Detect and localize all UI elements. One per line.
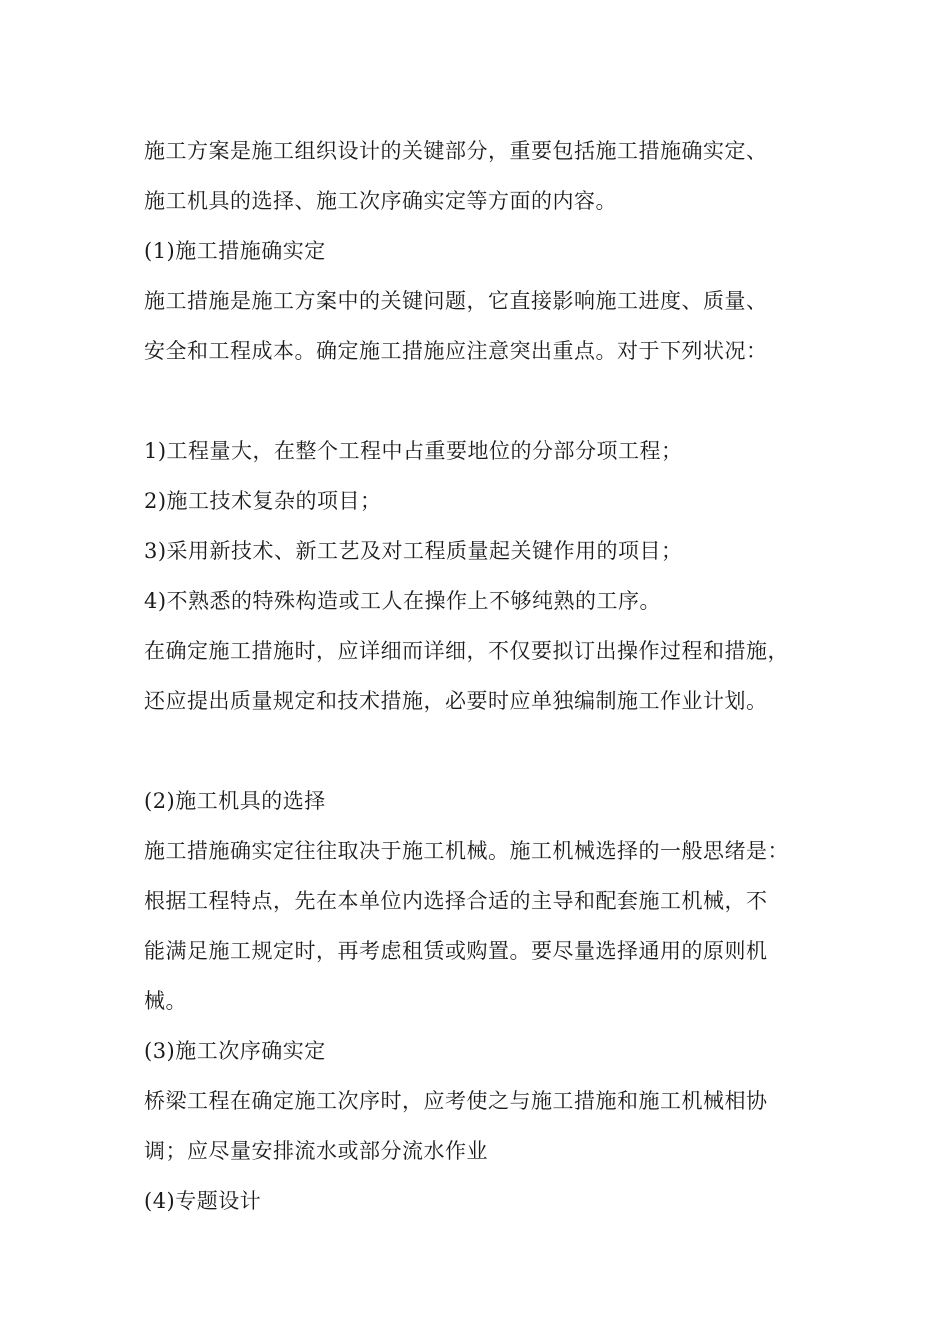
paragraph-machinery-line-2: 根据工程特点，先在本单位内选择合适的主导和配套施工机械，不 bbox=[144, 889, 768, 913]
paragraph-machinery-line-3: 能满足施工规定时，再考虑租赁或购置。要尽量选择通用的原则机 bbox=[144, 939, 768, 963]
heading-machinery-selection: (2)施工机具的选择 bbox=[144, 789, 326, 813]
list-item-4: 4)不熟悉的特殊构造或工人在操作上不够纯熟的工序。 bbox=[144, 589, 662, 613]
paragraph-machinery-line-1: 施工措施确实定往往取决于施工机械。施工机械选择的一般思绪是： bbox=[144, 839, 789, 863]
heading-construction-measures: (1)施工措施确实定 bbox=[144, 239, 326, 263]
paragraph-detail-line-1: 在确定施工措施时，应详细而详细，不仅要拟订出操作过程和措施， bbox=[144, 639, 789, 663]
paragraph-sequence-line-2: 调；应尽量安排流水或部分流水作业 bbox=[144, 1139, 488, 1163]
heading-construction-sequence: (3)施工次序确实定 bbox=[144, 1039, 326, 1063]
paragraph-measures-line-1: 施工措施是施工方案中的关键问题，它直接影响施工进度、质量、 bbox=[144, 289, 768, 313]
list-item-3: 3)采用新技术、新工艺及对工程质量起关键作用的项目； bbox=[144, 539, 683, 563]
list-item-1: 1)工程量大，在整个工程中占重要地位的分部分项工程； bbox=[144, 439, 683, 463]
paragraph-detail-line-2: 还应提出质量规定和技术措施，必要时应单独编制施工作业计划。 bbox=[144, 689, 768, 713]
paragraph-machinery-line-4: 械。 bbox=[144, 989, 187, 1013]
paragraph-sequence-line-1: 桥梁工程在确定施工次序时，应考使之与施工措施和施工机械相协 bbox=[144, 1089, 768, 1113]
paragraph-measures-line-2: 安全和工程成本。确定施工措施应注意突出重点。对于下列状况： bbox=[144, 339, 768, 363]
list-item-2: 2)施工技术复杂的项目； bbox=[144, 489, 382, 513]
paragraph-intro-line-1: 施工方案是施工组织设计的关键部分，重要包括施工措施确实定、 bbox=[144, 139, 768, 163]
paragraph-intro-line-2: 施工机具的选择、施工次序确实定等方面的内容。 bbox=[144, 189, 617, 213]
heading-special-design: (4)专题设计 bbox=[144, 1189, 262, 1213]
